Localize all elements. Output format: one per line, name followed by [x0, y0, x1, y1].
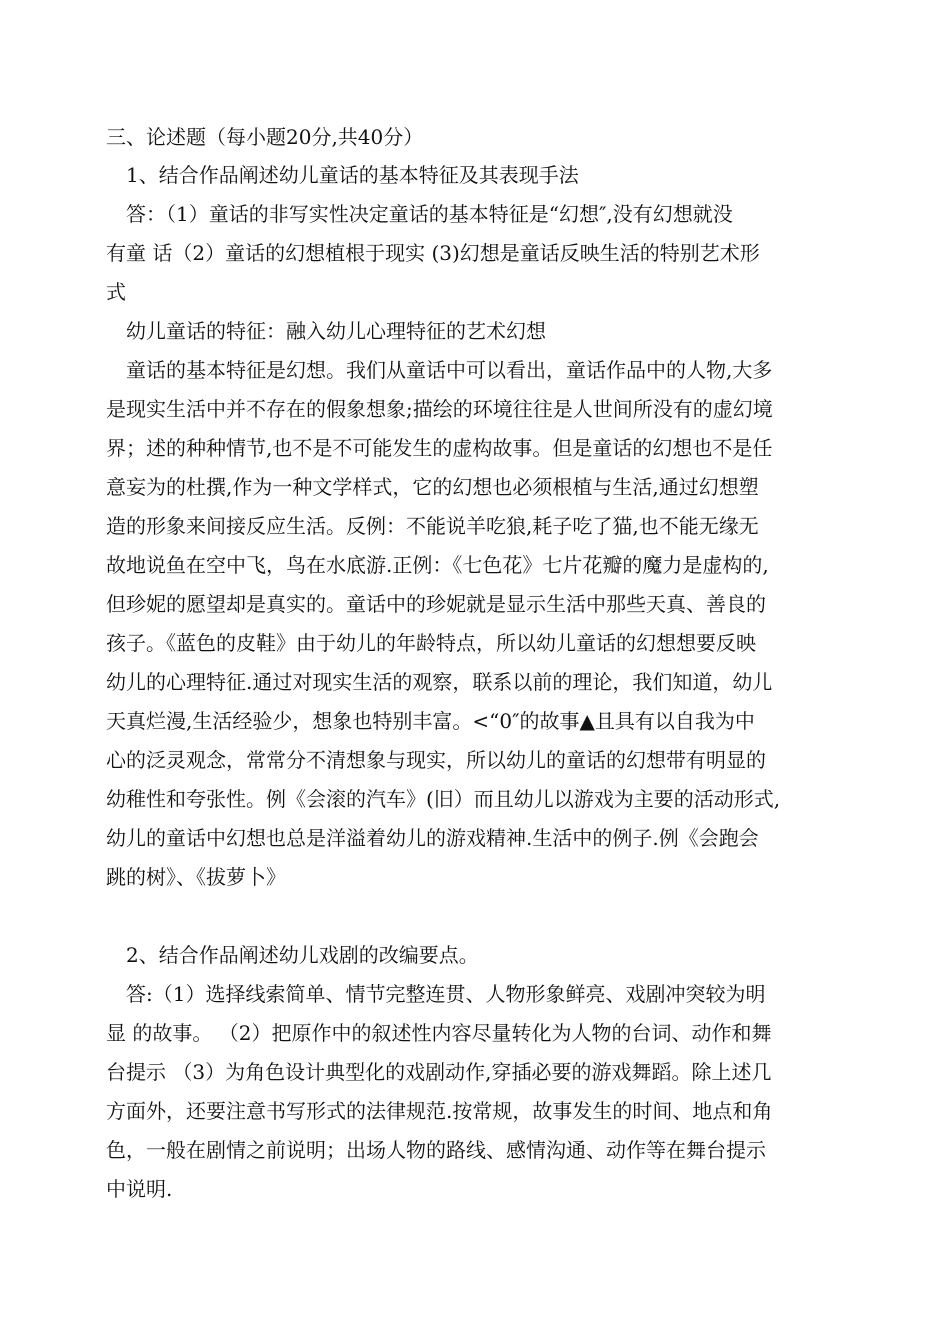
question-1-body-line: 界；述的种种情节,也不是不可能发生的虚构故事。但是童话的幻想也不是任	[106, 436, 773, 460]
question-1-body-line: 幼儿的心理特征.通过对现实生活的观察，联系以前的理论，我们知道，幼儿	[106, 670, 773, 694]
question-2-answer-line: 答:（1）选择线索简单、情节完整连贯、人物形象鲜亮、戏剧冲突较为明	[126, 982, 766, 1006]
question-1-body-line: 是现实生活中并不存在的假象想象;描绘的环境往往是人世间所没有的虚幻境	[106, 397, 773, 421]
question-1-body-line: 幼稚性和夸张性。例《会滚的汽车》(旧）而且幼儿以游戏为主要的活动形式,	[106, 787, 781, 811]
section-heading: 三、论述题（每小题20分,共40分）	[106, 125, 424, 149]
question-1-answer-line: 有童 话（2）童话的幻想植根于现实 (3)幻想是童话反映生活的特别艺术形	[106, 241, 760, 265]
question-1-body-line: 童话的基本特征是幻想。我们从童话中可以看出，童话作品中的人物,大多	[126, 358, 773, 382]
question-1-body-line: 造的形象来间接反应生活。反例：不能说羊吃狼,耗子吃了猫,也不能无缘无	[106, 514, 759, 538]
question-1-body-line: 跳的树》、《拔萝卜》	[106, 865, 286, 889]
question-2-answer-line: 显 的故事。 （2）把原作中的叙述性内容尽量转化为人物的台词、动作和舞	[106, 1021, 772, 1045]
question-1-body-line: 心的泛灵观念，常常分不清想象与现实，所以幼儿的童话的幻想带有明显的	[106, 748, 766, 772]
question-1-answer-line: 答：（1）童话的非写实性决定童话的基本特征是“幻想″,没有幻想就没	[126, 202, 733, 226]
question-1-answer-line: 式	[106, 280, 126, 304]
question-1-body-line: 孩子。《蓝色的皮鞋》由于幼儿的年龄特点，所以幼儿童话的幻想想要反映	[106, 631, 756, 655]
question-1-body-line: 故地说鱼在空中飞，鸟在水底游.正例：《七色花》七片花瓣的魔力是虚构的,	[106, 553, 769, 577]
question-1-body-line: 幼儿的童话中幻想也总是洋溢着幼儿的游戏精神.生活中的例子.例《会跑会	[106, 826, 759, 850]
question-2-answer-line: 台提示 （3）为角色设计典型化的戏剧动作,穿插必要的游戏舞蹈。除上述几	[106, 1060, 772, 1084]
question-2-answer-line: 色，一般在剧情之前说明；出场人物的路线、感情沟通、动作等在舞台提示	[106, 1138, 766, 1162]
question-1-title: 1、结合作品阐述幼儿童话的基本特征及其表现手法	[126, 163, 579, 187]
question-2-title: 2、结合作品阐述幼儿戏剧的改编要点。	[126, 943, 479, 967]
question-1-body-line: 但珍妮的愿望却是真实的。童话中的珍妮就是显示生活中那些天真、善良的	[106, 592, 766, 616]
question-1-body-line: 天真烂漫,生活经验少，想象也特别丰富。<“0″的故事▲且具有以自我为中	[106, 709, 755, 733]
question-2-answer-line: 中说明.	[106, 1177, 173, 1201]
question-2-answer-line: 方面外，还要注意书写形式的法律规范.按常规，故事发生的时间、地点和角	[106, 1099, 773, 1123]
question-1-feature-line: 幼儿童话的特征：融入幼儿心理特征的艺术幻想	[126, 319, 546, 343]
question-1-body-line: 意妄为的杜撰,作为一种文学样式，它的幻想也必须根植与生活,通过幻想塑	[106, 475, 759, 499]
